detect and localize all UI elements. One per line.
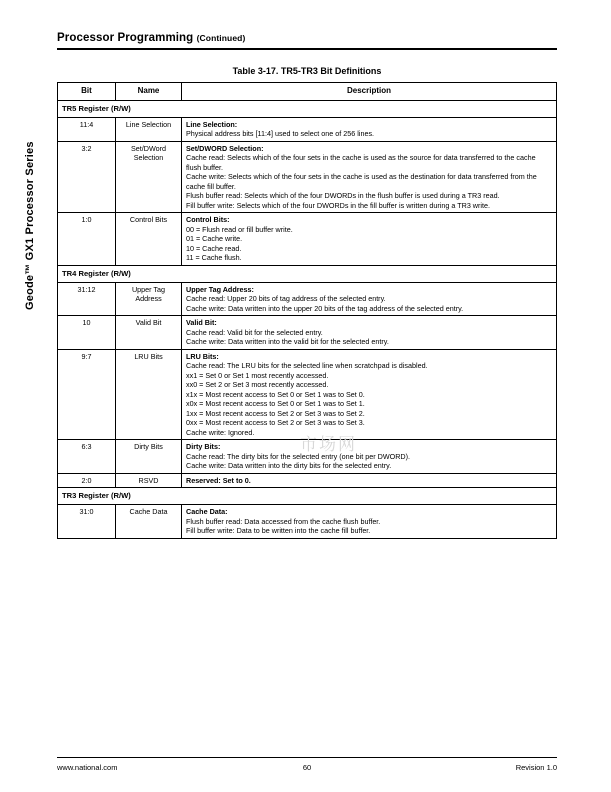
description-line: Fill buffer write: Data to be written into the cache fill buffer. xyxy=(186,526,371,536)
table-row xyxy=(58,440,557,474)
footer-page-number: 60 xyxy=(302,763,312,772)
description-line: Cache read: Selects which of the four sets in the cache is used as the source for data transferred to the cache flush buffer. xyxy=(186,153,536,172)
description-line: 00 = Flush read or fill buffer write. xyxy=(186,224,293,234)
cell-description xyxy=(182,282,557,316)
description-line: Flush buffer read: Data accessed from the cache flush buffer. xyxy=(186,516,381,526)
header-divider xyxy=(57,48,557,50)
description-line: Cache write: Data written into the dirty bits for the selected entry. xyxy=(186,461,392,471)
page-content xyxy=(57,32,557,539)
description-line: Cache read: Upper 20 bits of tag address of the selected entry. xyxy=(186,294,386,304)
description-heading: Valid Bit: xyxy=(186,318,217,328)
description-line: x0x = Most recent access to Set 0 or Set 1 was to Set 1. xyxy=(186,399,365,409)
chapter-header xyxy=(57,32,557,44)
description-heading: Reserved: Set to 0. xyxy=(186,475,251,485)
footer-revision: Revision 1.0 xyxy=(515,763,557,772)
register-section-header xyxy=(58,488,557,505)
table-row xyxy=(58,282,557,316)
table-header-row xyxy=(58,83,557,101)
register-section-label: TR4 Register (R/W) xyxy=(58,265,557,282)
table-row xyxy=(58,117,557,141)
table-row xyxy=(58,473,557,488)
description-line: 11 = Cache flush. xyxy=(186,253,242,263)
cell-bit: 31:12 xyxy=(58,282,116,316)
side-tab xyxy=(18,30,42,310)
cell-description xyxy=(182,141,557,213)
chapter-continued: (Continued) xyxy=(196,33,246,43)
table-row xyxy=(58,141,557,213)
side-tab-label: Geode™ GX1 Processor Series xyxy=(24,141,36,310)
cell-name: RSVD xyxy=(116,473,182,488)
cell-name: Set/DWord Selection xyxy=(116,141,182,213)
bit-definitions-table xyxy=(57,82,557,539)
register-section-header xyxy=(58,265,557,282)
cell-name: Control Bits xyxy=(116,213,182,266)
table-caption: Table 3-17. TR5-TR3 Bit Definitions xyxy=(232,66,382,76)
table-row xyxy=(58,213,557,266)
register-section-label: TR3 Register (R/W) xyxy=(58,488,557,505)
description-heading: Cache Data: xyxy=(186,507,228,517)
cell-bit: 9:7 xyxy=(58,349,116,440)
column-header-description: Description xyxy=(182,83,557,101)
cell-description xyxy=(182,505,557,539)
description-line: Cache read: Valid bit for the selected entry. xyxy=(186,327,323,337)
cell-bit: 1:0 xyxy=(58,213,116,266)
description-line: Cache write: Data written into the valid bit for the selected entry. xyxy=(186,337,389,347)
cell-bit: 31:0 xyxy=(58,505,116,539)
description-line: Flush buffer read: Selects which of the four DWORDs in the flush buffer is used during a TR3 read. xyxy=(186,191,500,201)
description-heading: Dirty Bits: xyxy=(186,442,221,452)
description-line: 1xx = Most recent access to Set 2 or Set 3 was to Set 2. xyxy=(186,408,365,418)
cell-description xyxy=(182,316,557,350)
description-line: 0xx = Most recent access to Set 2 or Set 3 was to Set 3. xyxy=(186,418,365,428)
description-heading: Control Bits: xyxy=(186,215,230,225)
table-row xyxy=(58,316,557,350)
cell-name: Dirty Bits xyxy=(116,440,182,474)
register-section-header xyxy=(58,100,557,117)
cell-name: Upper Tag Address xyxy=(116,282,182,316)
description-line: xx0 = Set 2 or Set 3 most recently accessed. xyxy=(186,380,329,390)
footer-website[interactable]: www.national.com xyxy=(57,763,118,772)
cell-description xyxy=(182,473,557,488)
description-line: Cache write: Selects which of the four sets in the cache is used as the destination for data transferred from the cache fill buffer. xyxy=(186,172,537,191)
cell-bit: 6:3 xyxy=(58,440,116,474)
description-line: Physical address bits [11:4] used to select one of 256 lines. xyxy=(186,129,375,139)
cell-name: LRU Bits xyxy=(116,349,182,440)
cell-bit: 3:2 xyxy=(58,141,116,213)
column-header-name: Name xyxy=(116,83,182,101)
table-row xyxy=(58,505,557,539)
footer-divider xyxy=(57,757,557,758)
register-section-label: TR5 Register (R/W) xyxy=(58,100,557,117)
description-heading: LRU Bits: xyxy=(186,351,219,361)
page-footer xyxy=(57,763,557,772)
description-heading: Set/DWORD Selection: xyxy=(186,143,264,153)
chapter-title: Processor Programming xyxy=(57,32,194,44)
cell-description xyxy=(182,213,557,266)
description-line: xx1 = Set 0 or Set 1 most recently accessed. xyxy=(186,370,329,380)
cell-bit: 11:4 xyxy=(58,117,116,141)
cell-name: Valid Bit xyxy=(116,316,182,350)
description-heading: Upper Tag Address: xyxy=(186,284,254,294)
description-line: 10 = Cache read. xyxy=(186,243,242,253)
description-line: Cache read: The dirty bits for the selected entry (one bit per DWORD). xyxy=(186,451,410,461)
watermark: 市场网 xyxy=(300,435,357,455)
description-heading: Line Selection: xyxy=(186,119,238,129)
description-line: Cache write: Data written into the upper 20 bits of the tag address of the selected entry. xyxy=(186,303,464,313)
cell-description xyxy=(182,117,557,141)
cell-bit: 2:0 xyxy=(58,473,116,488)
cell-bit: 10 xyxy=(58,316,116,350)
description-line: x1x = Most recent access to Set 0 or Set 1 was to Set 0. xyxy=(186,389,365,399)
description-line: Cache read: The LRU bits for the selected line when scratchpad is disabled. xyxy=(186,361,428,371)
description-line: Fill buffer write: Selects which of the four DWORDs in the fill buffer is written during a TR3 write. xyxy=(186,200,490,210)
column-header-bit: Bit xyxy=(58,83,116,101)
table-body xyxy=(58,100,557,538)
cell-name: Cache Data xyxy=(116,505,182,539)
description-line: 01 = Cache write. xyxy=(186,234,243,244)
cell-description xyxy=(182,440,557,474)
cell-name: Line Selection xyxy=(116,117,182,141)
cell-description xyxy=(182,349,557,440)
table-row xyxy=(58,349,557,440)
description-line: Cache write: Ignored. xyxy=(186,427,255,437)
